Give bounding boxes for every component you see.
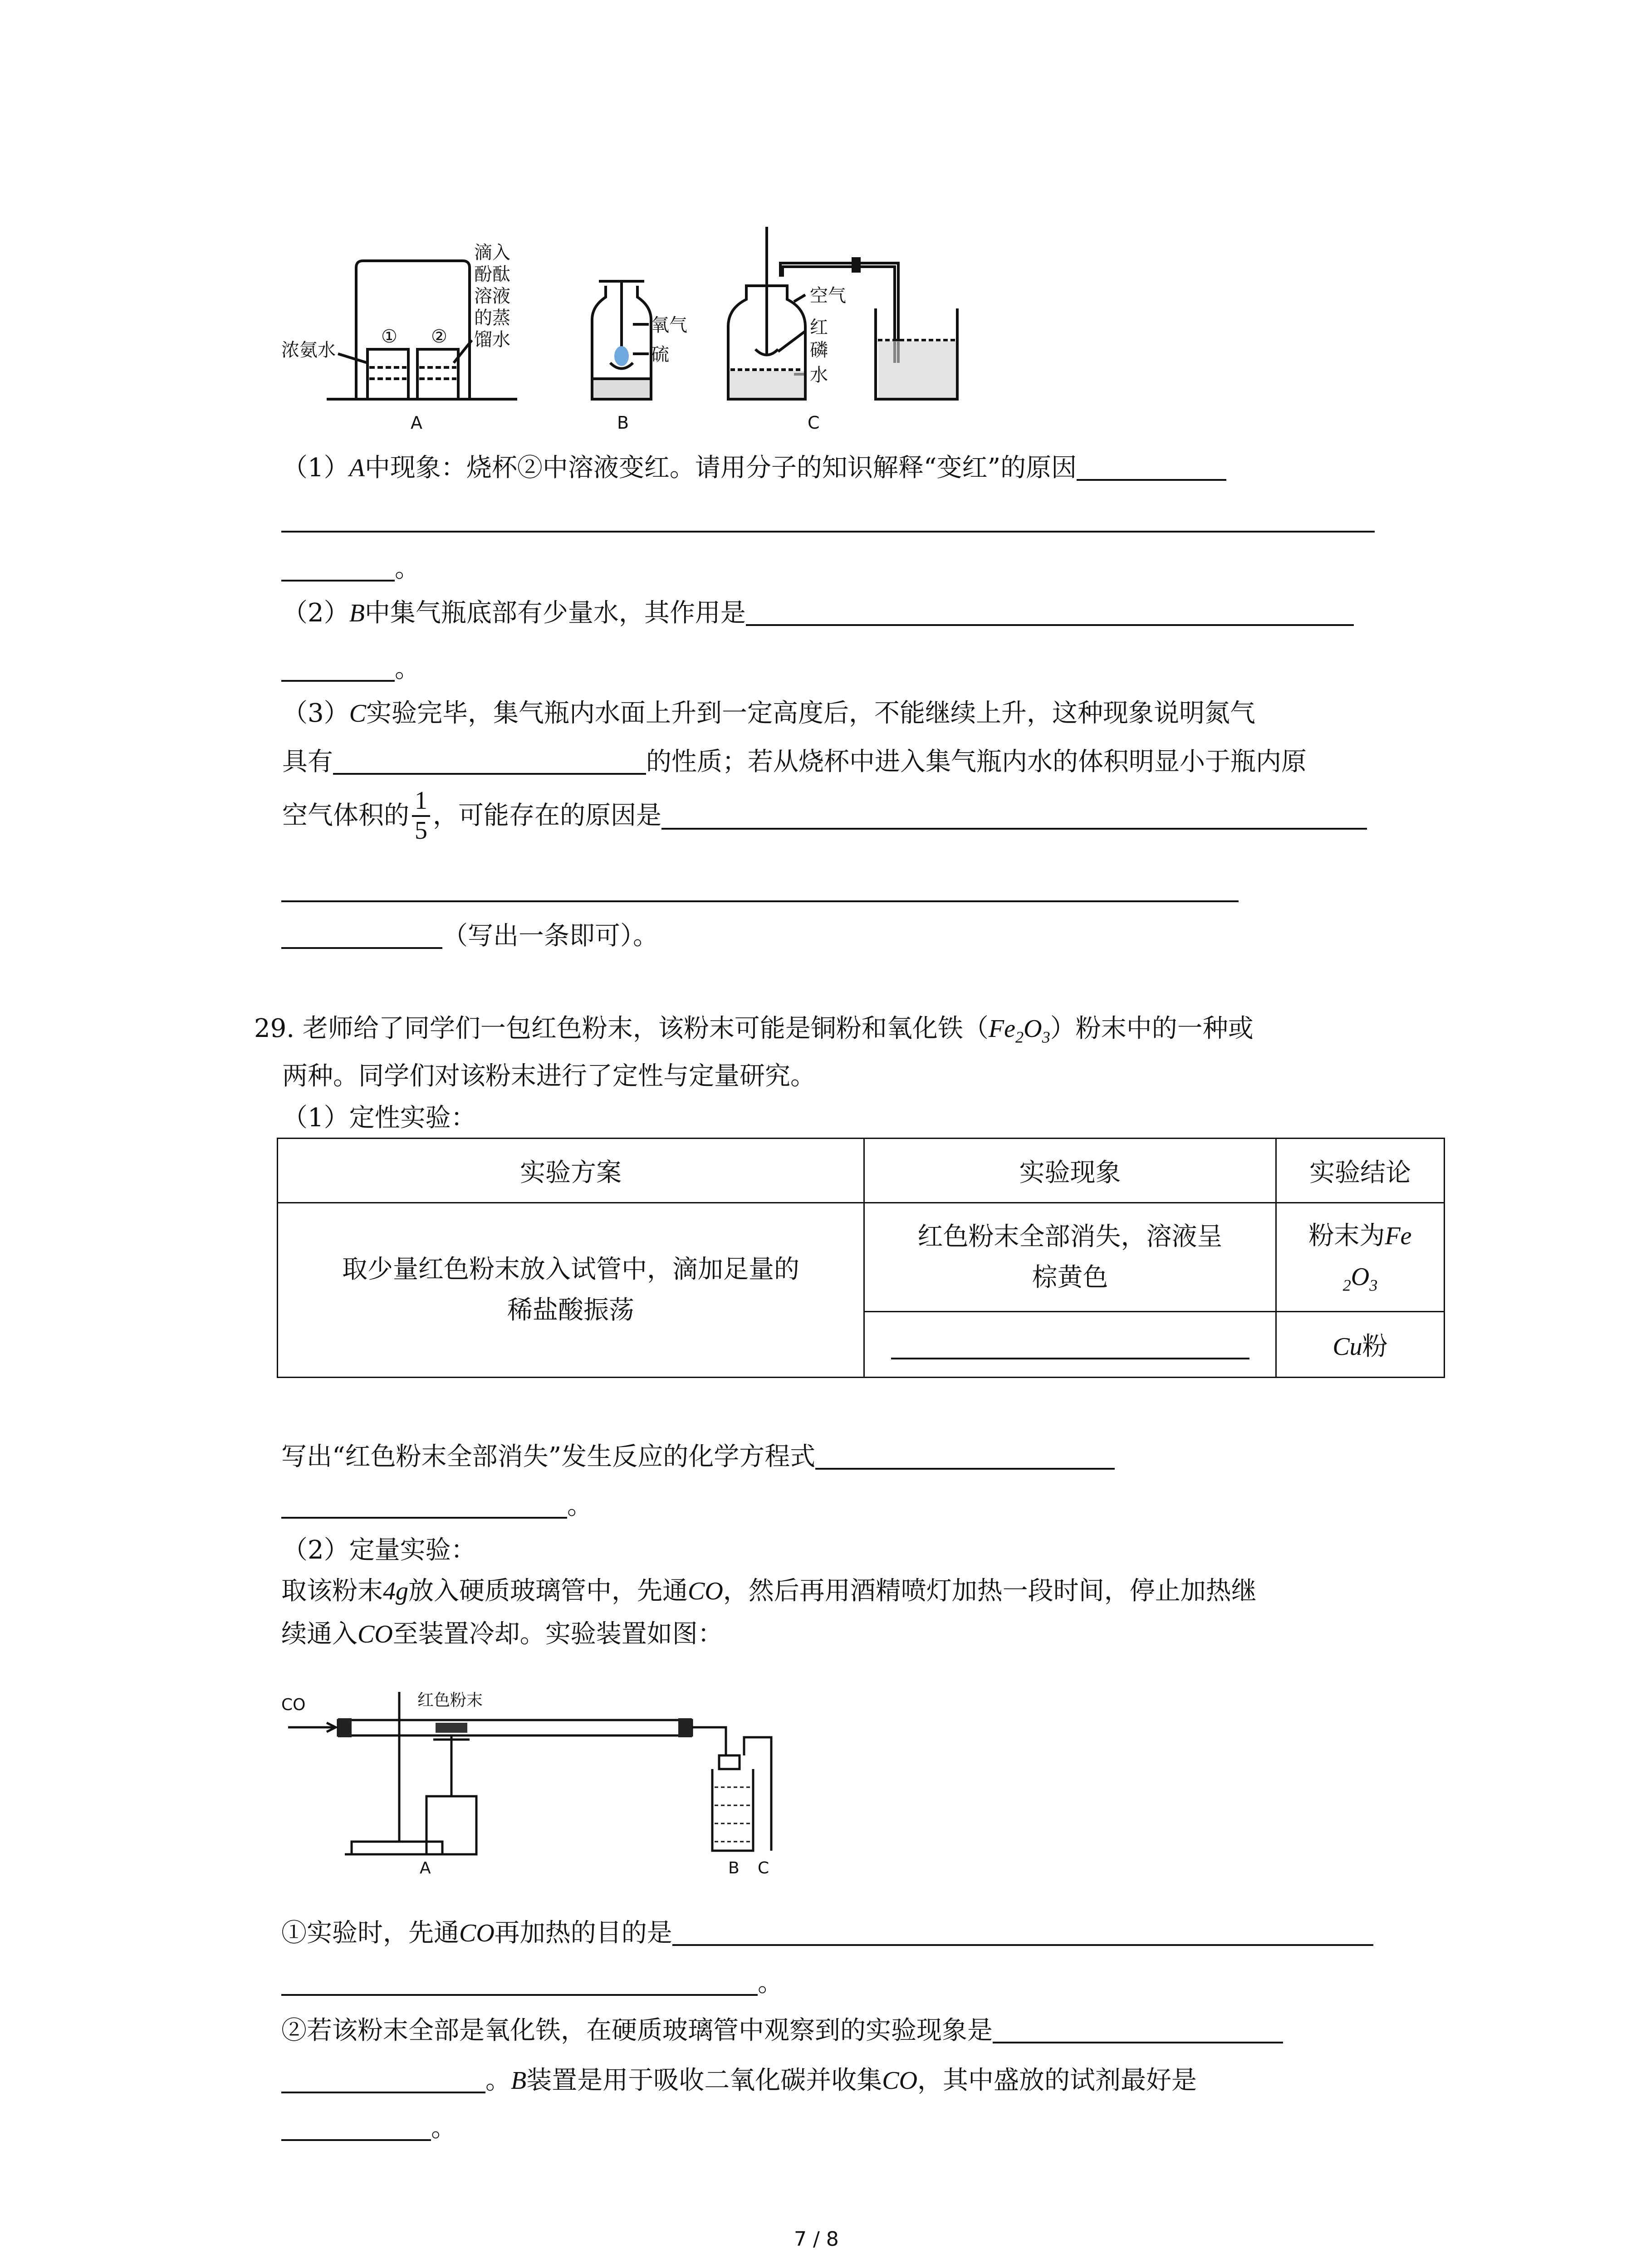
co-reduction-apparatus — [277, 1678, 776, 1878]
label-c-air: 空气 — [810, 285, 846, 306]
answer-blank-3a[interactable] — [333, 748, 646, 775]
table-header-observation: 实验现象 — [864, 1139, 1276, 1203]
table-cell-observation-blank[interactable] — [864, 1312, 1276, 1378]
answer-blank-i2b[interactable] — [281, 2066, 485, 2093]
label-a-burner: A — [420, 1859, 431, 1877]
answer-blank-i2a[interactable] — [993, 2016, 1283, 2043]
label-c-beaker: C — [758, 1859, 769, 1877]
water-c-jar — [730, 371, 804, 398]
svg-text:的蒸: 的蒸 — [474, 308, 510, 328]
label-a: A — [411, 413, 422, 433]
svg-text:酚酞: 酚酞 — [474, 264, 510, 285]
answer-blank-1a[interactable] — [1077, 454, 1226, 481]
answer-blank-i2c[interactable] — [281, 2114, 431, 2141]
label-a-ammonia: 浓氨水 — [281, 340, 336, 361]
q29-sub2: （2）定量实验： — [282, 1535, 476, 1565]
q28-part2: （2）B中集气瓶底部有少量水，其作用是 — [282, 599, 1354, 626]
answer-blank-table[interactable] — [891, 1332, 1249, 1359]
clamp-left — [338, 1718, 352, 1737]
table-header-plan: 实验方案 — [278, 1139, 864, 1203]
q29-item1: ①实验时，先通CO再加热的目的是 — [281, 1919, 1373, 1946]
table-cell-plan: 取少量红色粉末放入试管中，滴加足量的 稀盐酸振荡 — [278, 1203, 864, 1378]
label-b: B — [617, 413, 629, 433]
answer-blank-3c[interactable] — [281, 900, 1239, 902]
answer-blank-2b[interactable] — [281, 655, 395, 682]
label-co-inlet: CO — [281, 1696, 306, 1714]
answer-blank-i1b[interactable] — [281, 1969, 758, 1996]
label-b-oxygen: 氧气 — [651, 315, 687, 336]
q29-quant-line1: 取该粉末4g放入硬质玻璃管中，先通CO，然后再用酒精喷灯加热一段时间，停止加热继 — [281, 1576, 1257, 1606]
clamp-right — [678, 1718, 692, 1737]
bottle-b-liquid — [715, 1787, 751, 1842]
q28-part3-line2: 具有 的性质；若从烧杯中进入集气瓶内水的体积明显小于瓶内原 — [282, 747, 1307, 777]
powder-sample — [436, 1723, 467, 1733]
table-header-conclusion: 实验结论 — [1276, 1139, 1445, 1203]
label-red-powder: 红色粉末 — [417, 1691, 483, 1710]
answer-blank-1b[interactable] — [281, 531, 1375, 533]
q29-item2-end: 。 — [281, 2114, 456, 2141]
q28-part3-line3: 空气体积的 $\frac{1}{5}$ ，可能存在的原因是 — [282, 787, 1367, 845]
qualitative-experiment-table — [277, 1138, 1445, 1378]
answer-blank-equation-a[interactable] — [815, 1442, 1115, 1470]
fraction-one-fifth: $\frac{1}{5}$ — [412, 787, 430, 845]
label-b-sulfur: 硫 — [651, 344, 669, 365]
label-a-beaker2: ② — [431, 326, 447, 347]
answer-blank-2a[interactable] — [746, 599, 1354, 626]
q29-equation-end: 。 — [281, 1491, 593, 1519]
q29-sub1: （1）定性实验： — [282, 1103, 476, 1133]
table-cell-conclusion-cu: Cu粉 — [1276, 1312, 1445, 1378]
q29-line1: 29. 老师给了同学们一包红色粉末，该粉末可能是铜粉和氧化铁$(Fe_2O_3)$粉末中的一种或 — [254, 1014, 1254, 1046]
water-c-beaker — [878, 341, 956, 398]
label-b-bottle: B — [728, 1859, 740, 1877]
apparatus-b — [592, 281, 651, 399]
q28-part1: （1）A中现象：烧杯②中溶液变红。请用分子的知识解释“变红”的原因 — [282, 454, 1226, 481]
page-number: 7 / 8 — [794, 2228, 839, 2251]
table-cell-observation: 红色粉末全部消失，溶液呈 棕黄色 — [864, 1203, 1276, 1312]
q29-line2: 两种。同学们对该粉末进行了定性与定量研究。 — [282, 1061, 816, 1091]
q29-item1-end: 。 — [281, 1969, 783, 1996]
experiment-figure-abc — [272, 218, 1497, 440]
q28-part3-end: （写出一条即可）。 — [281, 922, 658, 949]
svg-text:滴入: 滴入 — [474, 242, 510, 263]
answer-blank-1c[interactable] — [281, 554, 395, 582]
svg-text:馏水: 馏水 — [474, 329, 510, 350]
table-cell-conclusion-fe2o3: 粉末为Fe $_2O_3$ — [1276, 1203, 1445, 1312]
q29-quant-line2: 续通入CO至装置冷却。实验装置如图： — [281, 1619, 723, 1649]
answer-blank-3b[interactable] — [661, 802, 1367, 830]
label-c-red1: 红 — [810, 317, 828, 338]
q28-part2-end: 。 — [281, 655, 420, 682]
q29-item2-line2: 。B装置是用于吸收二氧化碳并收集CO，其中盛放的试剂最好是 — [281, 2066, 1197, 2093]
q29-item2-line1: ②若该粉末全部是氧化铁，在硬质玻璃管中观察到的实验现象是 — [281, 2016, 1283, 2043]
q28-part3-line1: （3）C实验完毕，集气瓶内水面上升到一定高度后，不能继续上升，这种现象说明氮气 — [282, 699, 1255, 728]
svg-text:溶液: 溶液 — [474, 286, 510, 307]
answer-blank-i1a[interactable] — [672, 1919, 1373, 1946]
sulfur-flame — [614, 346, 629, 366]
q28-part1-end: 。 — [281, 554, 420, 582]
label-c: C — [808, 413, 820, 433]
answer-blank-3d[interactable] — [281, 922, 442, 949]
answer-blank-equation-b[interactable] — [281, 1491, 567, 1519]
label-c-water: 水 — [810, 365, 828, 386]
q29-equation-prompt: 写出“红色粉末全部消失”发生反应的化学方程式 — [281, 1442, 1115, 1470]
label-a-beaker1: ① — [381, 326, 397, 347]
label-c-red2: 磷 — [810, 340, 828, 361]
label-a-right — [474, 242, 510, 350]
